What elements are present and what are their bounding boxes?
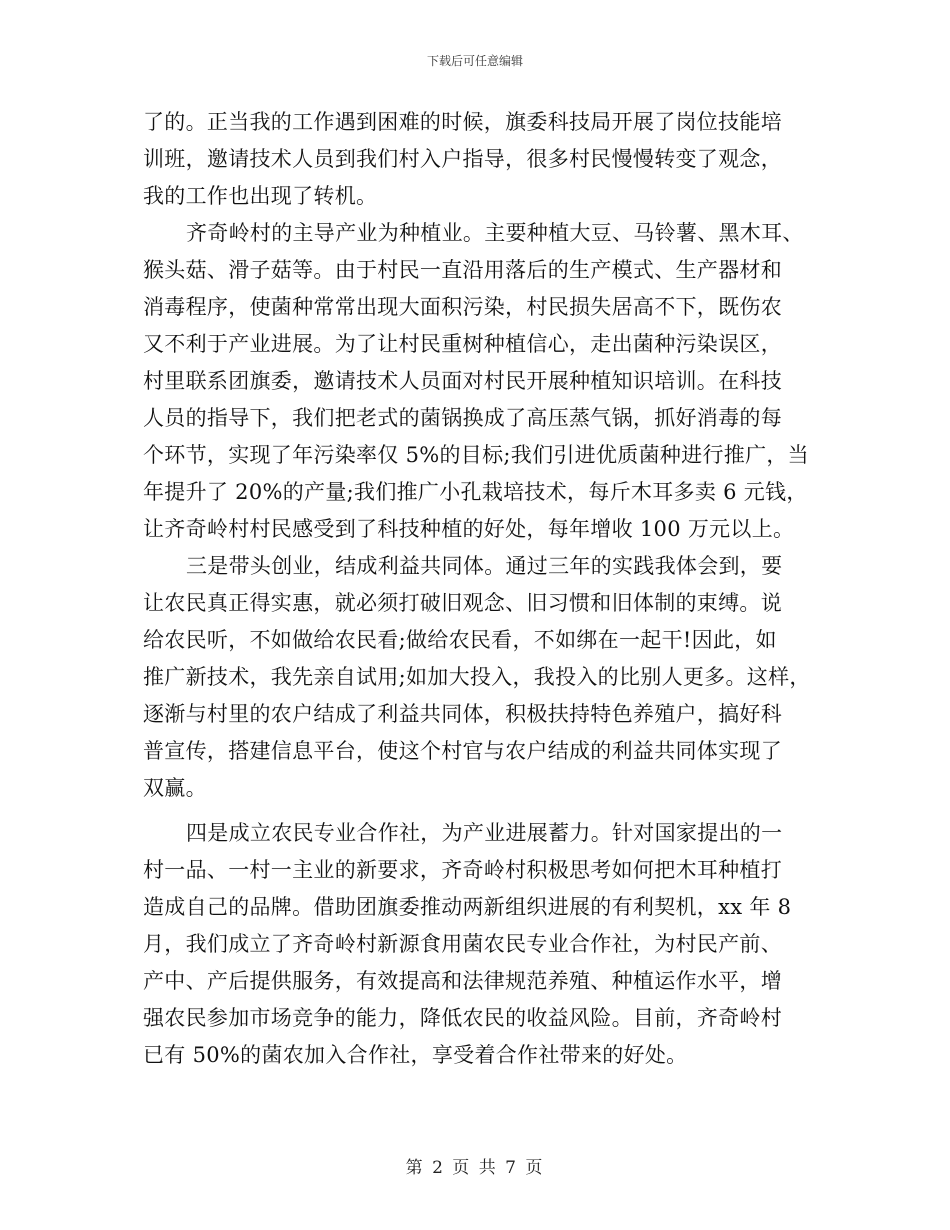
text-line: 四是成立农民专业合作社，为产业进展蓄力。针对国家提出的一 bbox=[186, 821, 783, 845]
text-line: 猴头菇、滑子菇等。由于村民一直沿用落后的生产模式、生产器材和 bbox=[143, 258, 782, 282]
text-line: 产中、产后提供服务，有效提高和法律规范养殖、种植运作水平，增 bbox=[143, 969, 782, 993]
page-number: 第 2 页 共 7 页 bbox=[405, 1158, 545, 1178]
text-line: 了的。正当我的工作遇到困难的时候，旗委科技局开展了岗位技能培 bbox=[143, 110, 782, 134]
text-line: 消毒程序，使菌种常常出现大面积污染，村民损失居高不下，既伤农 bbox=[143, 295, 782, 319]
text-line: 三是带头创业，结成利益共同体。通过三年的实践我体会到，要 bbox=[186, 554, 783, 578]
text-line: 月，我们成立了齐奇岭村新源食用菌农民专业合作社，为村民产前、 bbox=[143, 932, 782, 956]
text-line: 训班，邀请技术人员到我们村入户指导，很多村民慢慢转变了观念， bbox=[143, 147, 782, 171]
text-line: 造成自己的品牌。借助团旗委推动两新组织进展的有利契机，xx 年 8 bbox=[143, 895, 792, 919]
paragraph-gap bbox=[143, 807, 803, 815]
paragraph bbox=[143, 215, 809, 548]
text-line: 双赢。 bbox=[143, 776, 207, 800]
text-line: 齐奇岭村的主导产业为种植业。主要种植大豆、马铃薯、黑木耳、 bbox=[186, 221, 804, 245]
text-line: 村一品、一村一主业的新要求，齐奇岭村积极思考如何把木耳种植打 bbox=[143, 858, 782, 882]
text-line: 逐渐与村里的农户结成了利益共同体，积极扶持特色养殖户，搞好科 bbox=[143, 702, 782, 726]
text-line: 年提升了 20%的产量;我们推广小孔栽培技术，每斤木耳多卖 6 元钱， bbox=[143, 480, 808, 504]
text-line: 推广新技术，我先亲自试用;如加大投入，我投入的比别人更多。这样， bbox=[143, 665, 811, 689]
paragraph bbox=[143, 548, 811, 807]
paragraph bbox=[143, 815, 803, 1074]
text-line: 村里联系团旗委，邀请技术人员面对村民开展种植知识培训。在科技 bbox=[143, 369, 782, 393]
text-line: 人员的指导下，我们把老式的菌锅换成了高压蒸气锅，抓好消毒的每 bbox=[143, 406, 782, 430]
text-line: 普宣传，搭建信息平台，使这个村官与农户结成的利益共同体实现了 bbox=[143, 739, 782, 763]
paragraph bbox=[143, 104, 803, 215]
text-line: 给农民听，不如做给农民看;做给农民看，不如绑在一起干!因此，如 bbox=[143, 628, 777, 652]
text-line: 我的工作也出现了转机。 bbox=[143, 184, 378, 208]
text-line: 又不利于产业进展。为了让村民重树种植信心，走出菌种污染误区， bbox=[143, 332, 782, 356]
text-line: 个环节，实现了年污染率仅 5%的目标;我们引进优质菌种进行推广，当 bbox=[143, 443, 809, 467]
text-line: 强农民参加市场竞争的能力，降低农民的收益风险。目前，齐奇岭村 bbox=[143, 1006, 782, 1030]
text-line: 让齐奇岭村村民感受到了科技种植的好处，每年增收 100 万元以上。 bbox=[143, 517, 795, 541]
document-body bbox=[143, 104, 811, 1074]
page-header: 下载后可任意编辑 bbox=[426, 54, 523, 68]
text-line: 已有 50%的菌农加入合作社，享受着合作社带来的好处。 bbox=[143, 1043, 688, 1067]
text-line: 让农民真正得实惠，就必须打破旧观念、旧习惯和旧体制的束缚。说 bbox=[143, 591, 782, 615]
